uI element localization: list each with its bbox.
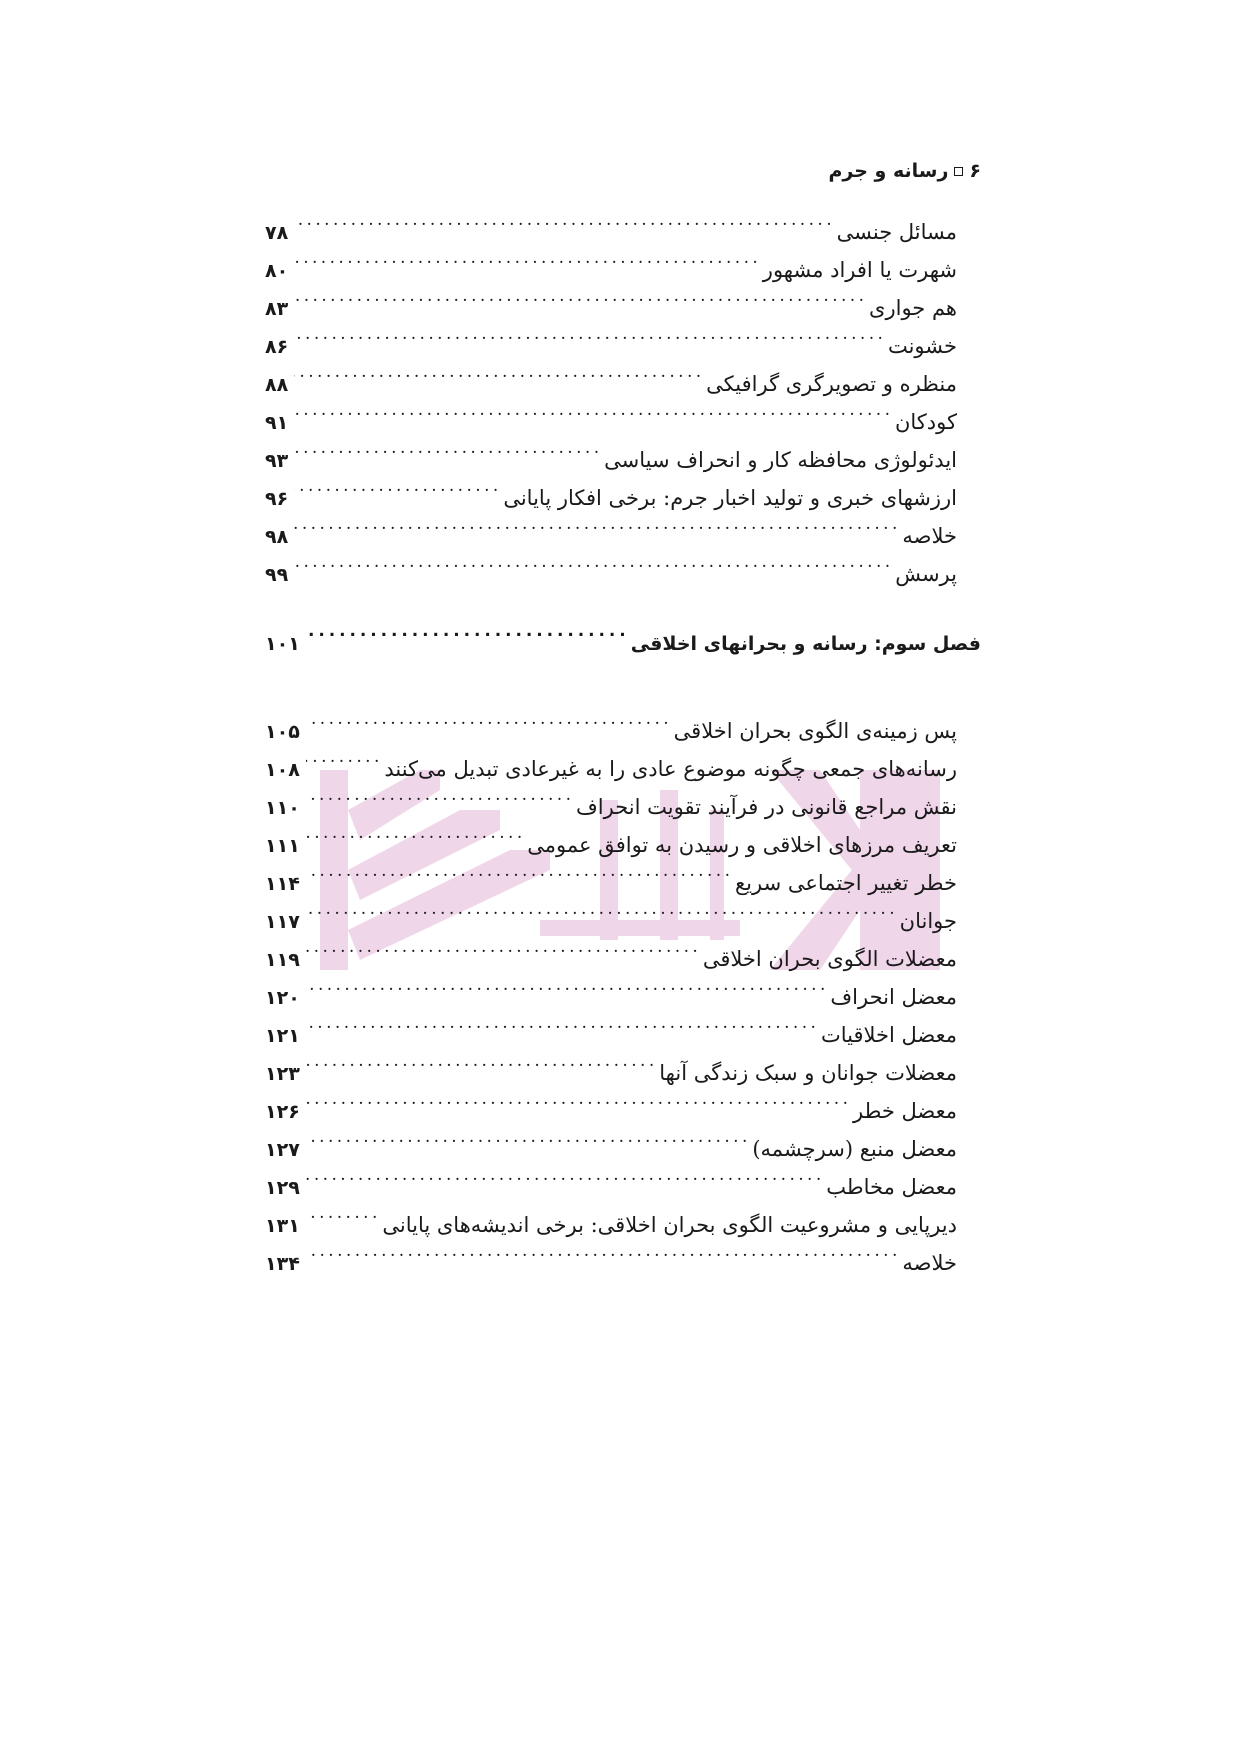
toc-entry-page-number: ۱۱۰ <box>265 797 300 819</box>
toc-entry-page-number: ۱۰۸ <box>265 759 300 781</box>
dot-leader <box>294 201 830 239</box>
toc-entry-row <box>265 201 957 244</box>
dot-leader <box>294 239 757 277</box>
dot-leader <box>294 467 497 505</box>
dot-leader <box>306 776 570 814</box>
dot-leader <box>306 1004 815 1042</box>
dot-leader <box>294 277 863 315</box>
toc-entry-title: خطر تغییر اجتماعی سریع <box>735 871 957 895</box>
toc-entry-title: پرسش <box>895 562 957 586</box>
dot-leader <box>294 429 598 467</box>
toc-entry-page-number: ۷۸ <box>265 222 289 244</box>
dot-leader <box>306 852 729 890</box>
toc-entry-title: تعریف مرزهای اخلاقی و رسیدن به توافق عمومی <box>527 833 957 857</box>
dot-leader <box>306 1156 820 1194</box>
toc-entry-title: منظره و تصویرگری گرافیکی <box>706 372 957 396</box>
toc-entry-page-number: ۱۲۶ <box>265 1101 300 1123</box>
dot-leader <box>306 890 894 928</box>
chapter-page-number: ۱۰۱ <box>265 633 300 655</box>
dot-leader <box>306 700 668 738</box>
dot-leader <box>306 1080 847 1118</box>
toc-entry-row <box>265 543 957 586</box>
toc-entry-title: شهرت یا افراد مشهور <box>762 258 957 282</box>
dot-leader <box>306 1118 747 1156</box>
toc-entry-page-number: ۸۶ <box>265 336 289 358</box>
toc-entry-page-number: ۱۳۴ <box>265 1253 300 1275</box>
toc-entry-page-number: ۱۰۵ <box>265 721 300 743</box>
toc-section-one <box>265 201 957 586</box>
toc-entry-row <box>265 277 957 320</box>
toc-entry-page-number: ۱۲۳ <box>265 1063 300 1085</box>
chapter-row <box>265 612 981 655</box>
toc-entry-title: خشونت <box>887 334 957 358</box>
square-ornament-icon <box>954 167 963 176</box>
running-head-page-number: ۶ <box>969 160 981 182</box>
toc-entry-page-number: ۱۲۷ <box>265 1139 300 1161</box>
toc-entry-page-number: ۱۳۱ <box>265 1215 300 1237</box>
toc-entry-row <box>265 505 957 548</box>
toc-entry-page-number: ۱۲۰ <box>265 987 300 1009</box>
toc-entry-title: دیرپایی و مشروعیت الگوی بحران اخلاقی: برخی اندیشه‌های پایانی <box>382 1213 957 1237</box>
toc-entry-title: ایدئولوژی محافظه کار و انحراف سیاسی <box>604 448 957 472</box>
toc-entry-page-number: ۱۱۴ <box>265 873 300 895</box>
dot-leader <box>306 814 521 852</box>
dot-leader <box>294 543 889 581</box>
toc-entry-page-number: ۱۱۷ <box>265 911 300 933</box>
toc-entry-page-number: ۱۲۱ <box>265 1025 300 1047</box>
toc-entry-title: معضل اخلاقیات <box>820 1023 957 1047</box>
toc-entry-title: پس زمینه‌ی الگوی بحران اخلاقی <box>673 719 957 743</box>
toc-entry-page-number: ۱۱۹ <box>265 949 300 971</box>
toc-entry-title: ارزشهای خبری و تولید اخبار جرم: برخی افکار پایانی <box>503 486 957 510</box>
toc-entry-title: معضلات الگوی بحران اخلاقی <box>702 947 957 971</box>
toc-entry-page-number: ۸۰ <box>265 260 289 282</box>
toc-entry-title: مسائل جنسی <box>836 220 957 244</box>
dot-leader <box>306 1232 897 1270</box>
toc-entry-page-number: ۹۱ <box>265 412 289 434</box>
toc-entry-title: کودکان <box>894 410 957 434</box>
toc-entry-row <box>265 890 957 933</box>
toc-entry-title: رسانه‌های جمعی چگونه موضوع عادی را به غیرعادی تبدیل می‌کنند <box>384 757 957 781</box>
dot-leader <box>306 966 825 1004</box>
toc-entry-row <box>265 429 957 472</box>
dot-leader <box>306 928 697 966</box>
toc-entry-page-number: ۸۸ <box>265 374 289 396</box>
toc-entry-title: خلاصه <box>902 1251 957 1275</box>
toc-entry-title: معضل منبع (سرچشمه) <box>752 1137 957 1161</box>
running-head-book-title: رسانه و جرم <box>828 160 949 182</box>
toc-entry-row <box>265 391 957 434</box>
toc-entry-row <box>265 315 957 358</box>
dot-leader <box>306 1194 377 1232</box>
toc-entry-title: معضل مخاطب <box>826 1175 957 1199</box>
dot-leader <box>294 391 889 429</box>
dot-leader <box>306 738 379 776</box>
toc-entry-page-number: ۱۲۹ <box>265 1177 300 1199</box>
dot-leader <box>306 612 625 650</box>
toc-entry-title: معضلات جوانان و سبک زندگی آنها <box>659 1061 957 1085</box>
dot-leader <box>294 353 700 391</box>
toc-entry-title: هم جواری <box>869 296 957 320</box>
toc-entry-row <box>265 353 957 396</box>
toc-entry-page-number: ۱۱۱ <box>265 835 300 857</box>
toc-entry-row <box>265 700 957 743</box>
toc-entry-page-number: ۹۶ <box>265 488 289 510</box>
dot-leader <box>294 505 896 543</box>
toc-entry-page-number: ۸۳ <box>265 298 289 320</box>
toc-entry-title: جوانان <box>899 909 957 933</box>
running-head <box>828 160 981 182</box>
toc-entry-title: نقش مراجع قانونی در فرآیند تقویت انحراف <box>576 795 957 819</box>
toc-entry-row <box>265 928 957 971</box>
dot-leader <box>294 315 882 353</box>
toc-entry-title: معضل انحراف <box>830 985 957 1009</box>
toc-entry-page-number: ۹۹ <box>265 564 289 586</box>
toc-entry-title: خلاصه <box>902 524 957 548</box>
toc-entry-page-number: ۹۸ <box>265 526 289 548</box>
toc-entry-row <box>265 1232 957 1275</box>
toc-section-two <box>265 700 957 1275</box>
toc-chapter-heading <box>265 612 981 655</box>
chapter-title: فصل سوم: رسانه و بحرانهای اخلاقی <box>630 633 981 655</box>
toc-entry-title: معضل خطر <box>853 1099 957 1123</box>
toc-entry-page-number: ۹۳ <box>265 450 289 472</box>
dot-leader <box>306 1042 653 1080</box>
